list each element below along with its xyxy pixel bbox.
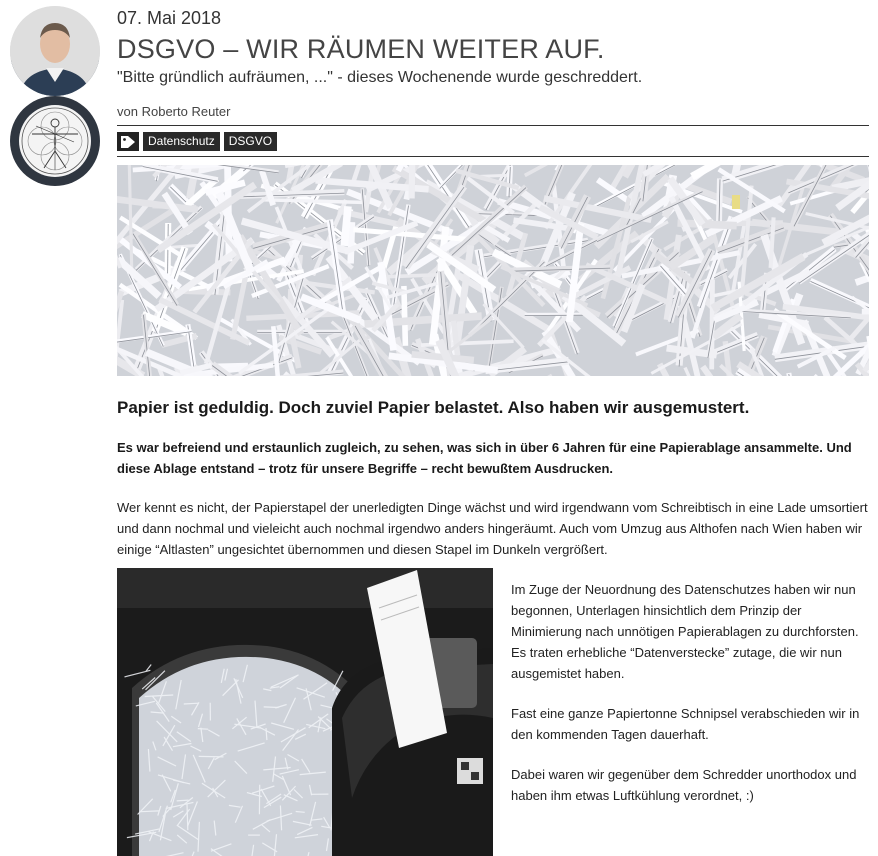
- brand-logo[interactable]: [10, 96, 100, 186]
- tag-datenschutz[interactable]: Datenschutz: [143, 132, 220, 151]
- body-paragraph-1: Wer kennt es nicht, der Papierstapel der unerledigten Dinge wächst und wird irgendwann vom Schreibtisch in eine Lade umsortiert und dann nochmal und vieleicht auch nochmal irgendwo anders hingeräumt. Auch vom Umzug aus Althofen nach Wien haben wir einige “Altlasten” ungesichtet übernommen und diesen Stapel im Dunkeln vergrößert.: [117, 500, 868, 557]
- byline: [117, 104, 230, 119]
- vitruvian-logo-icon: [10, 96, 100, 186]
- author-avatar[interactable]: [10, 6, 100, 96]
- lead-heading: Papier ist geduldig. Doch zuviel Papier belastet. Also haben wir ausgemustert.: [117, 398, 750, 417]
- divider-top: [117, 125, 869, 126]
- tag-dsgvo[interactable]: DSGVO: [224, 132, 277, 151]
- post-date: 07. Mai 2018: [117, 8, 222, 28]
- post-title[interactable]: DSGVO – WIR RÄUMEN WEITER AUF.: [117, 34, 605, 64]
- byline-prefix: von: [117, 104, 138, 119]
- lead-paragraph: Es war befreiend und erstaunlich zugleich, zu sehen, was sich in über 6 Jahren für eine Papierablage ansammelte. Und diese Ablage entstand – trotz für unsere Begriffe – recht bewußtem Ausdrucken.: [117, 440, 852, 476]
- side-paragraph-2: Fast eine ganze Papiertonne Schnipsel verabschieden wir in den kommenden Tagen dauerhaft.: [511, 706, 860, 742]
- divider-bottom: [117, 156, 869, 157]
- side-paragraph-1: Im Zuge der Neuordnung des Datenschutzes haben wir nun begonnen, Unterlagen hinsichtlich dem Prinzip der Minimierung nach unnötigen Papierablagen zu durchforsten. Es traten erhebliche “Datenverstecke” zutage, die wir nun ausgemistet haben.: [511, 582, 859, 681]
- shredder-photo: [117, 568, 493, 856]
- post-subtitle: "Bitte gründlich aufräumen, ..." - dieses Wochenende wurde geschreddert.: [117, 69, 643, 86]
- side-paragraph-3: Dabei waren wir gegenüber dem Schredder unorthodox und haben ihm etwas Luftkühlung verordnet, :): [511, 767, 857, 803]
- tag-icon: [117, 132, 139, 151]
- hero-image-shredded-paper: [117, 165, 869, 376]
- author-link[interactable]: Roberto Reuter: [141, 104, 231, 119]
- author-photo: [10, 6, 100, 96]
- tag-list: [117, 132, 277, 151]
